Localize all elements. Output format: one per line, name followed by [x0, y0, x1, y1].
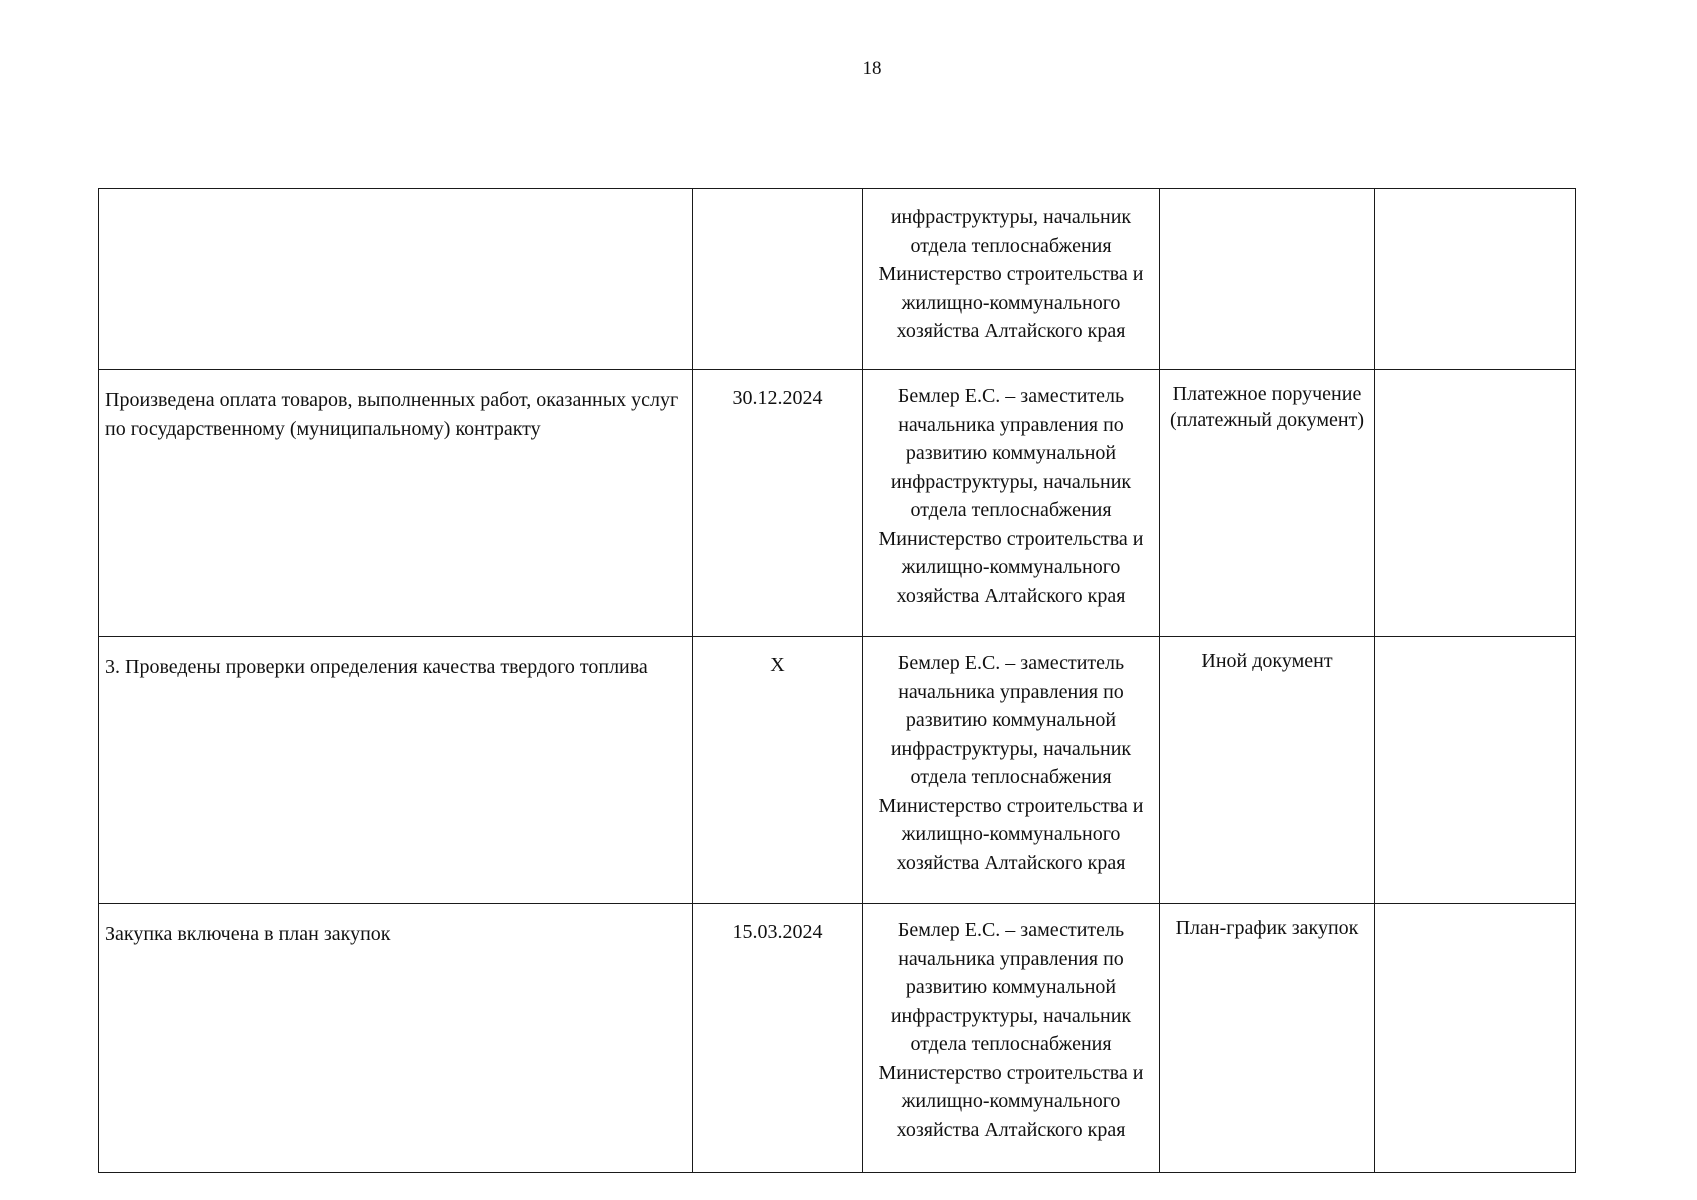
extra-cell [1375, 370, 1576, 637]
document-cell: Платежное поручение (платежный документ) [1160, 370, 1375, 637]
control-points-table [98, 188, 1576, 1173]
document-cell [1160, 189, 1375, 370]
action-cell [99, 189, 693, 370]
action-cell: Закупка включена в план закупок [99, 904, 693, 1173]
document-cell: План-график закупок [1160, 904, 1375, 1173]
extra-cell [1375, 637, 1576, 904]
date-cell [693, 189, 863, 370]
responsible-cell: Бемлер Е.С. – заместитель начальника управления по развитию коммунальной инфраструктуры, начальник отдела теплоснабжения Министерство строительства и жилищно-коммунального хозяйства Алтайского края [863, 370, 1160, 637]
extra-cell [1375, 904, 1576, 1173]
table-row [99, 904, 1576, 1173]
table-row [99, 637, 1576, 904]
extra-cell [1375, 189, 1576, 370]
date-cell: X [693, 637, 863, 904]
responsible-cell: инфраструктуры, начальник отдела теплоснабжения Министерство строительства и жилищно-коммунального хозяйства Алтайского края [863, 189, 1160, 370]
date-cell: 30.12.2024 [693, 370, 863, 637]
document-cell: Иной документ [1160, 637, 1375, 904]
date-cell: 15.03.2024 [693, 904, 863, 1173]
table-row [99, 370, 1576, 637]
action-cell: Произведена оплата товаров, выполненных работ, оказанных услуг по государственному (муниципальному) контракту [99, 370, 693, 637]
responsible-cell: Бемлер Е.С. – заместитель начальника управления по развитию коммунальной инфраструктуры, начальник отдела теплоснабжения Министерство строительства и жилищно-коммунального хозяйства Алтайского края [863, 904, 1160, 1173]
table-row [99, 189, 1576, 370]
action-cell: 3. Проведены проверки определения качества твердого топлива [99, 637, 693, 904]
page-number: 18 [862, 58, 882, 79]
responsible-cell: Бемлер Е.С. – заместитель начальника управления по развитию коммунальной инфраструктуры, начальник отдела теплоснабжения Министерство строительства и жилищно-коммунального хозяйства Алтайского края [863, 637, 1160, 904]
